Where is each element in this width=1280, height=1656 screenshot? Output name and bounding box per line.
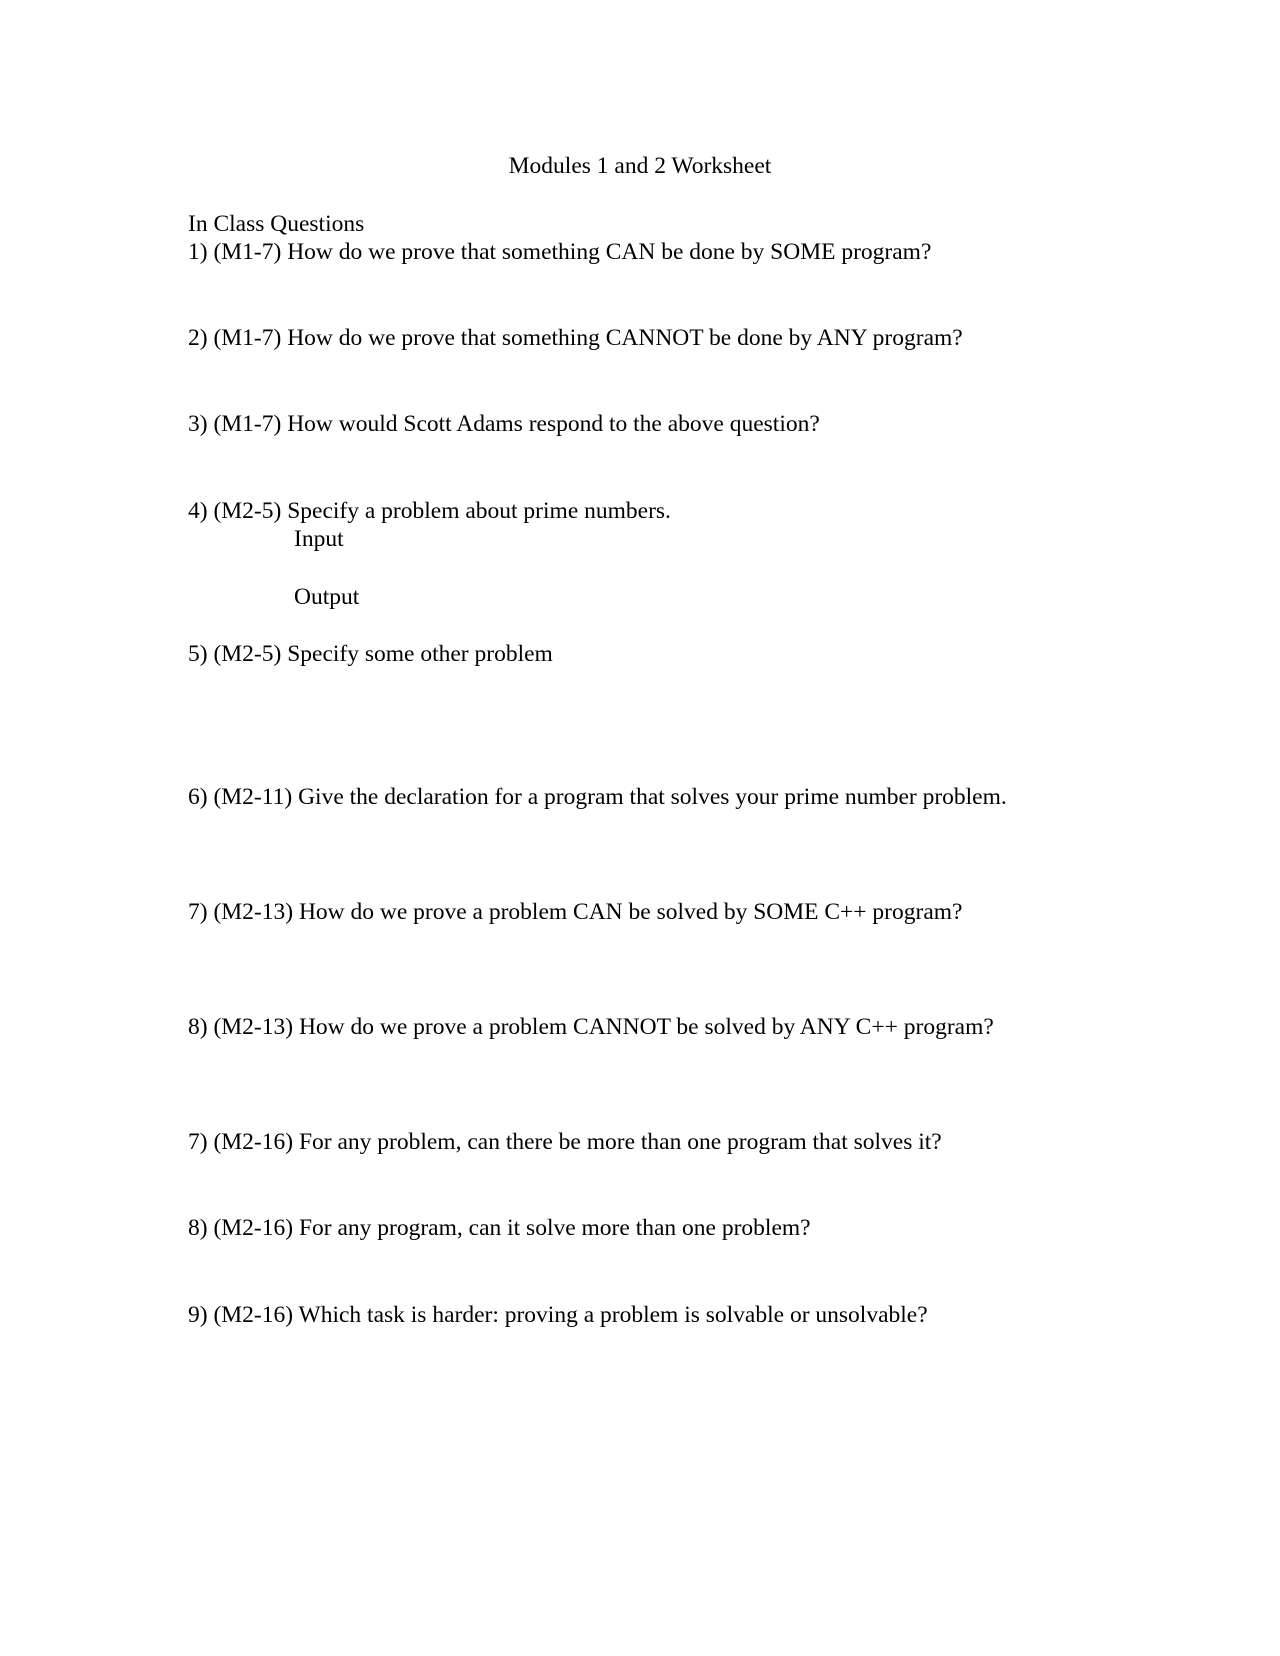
question-7-m2-16: 7) (M2-16) For any problem, can there be more than one program that solves it? — [188, 1129, 942, 1155]
document-title: Modules 1 and 2 Worksheet — [508, 153, 772, 179]
question-4-output-label: Output — [294, 584, 360, 610]
section-heading: In Class Questions — [188, 211, 365, 237]
question-4-input-label: Input — [294, 526, 344, 552]
question-2: 2) (M1-7) How do we prove that something CANNOT be done by ANY program? — [188, 325, 963, 351]
question-8-m2-13: 8) (M2-13) How do we prove a problem CANNOT be solved by ANY C++ program? — [188, 1014, 994, 1040]
question-7-m2-13: 7) (M2-13) How do we prove a problem CAN be solved by SOME C++ program? — [188, 899, 963, 925]
question-1: 1) (M1-7) How do we prove that something CAN be done by SOME program? — [188, 239, 932, 265]
question-9: 9) (M2-16) Which task is harder: proving a problem is solvable or unsolvable? — [188, 1302, 928, 1328]
question-6: 6) (M2-11) Give the declaration for a program that solves your prime number problem. — [188, 784, 1007, 810]
question-3: 3) (M1-7) How would Scott Adams respond to the above question? — [188, 411, 820, 437]
question-5: 5) (M2-5) Specify some other problem — [188, 641, 553, 667]
question-8-m2-16: 8) (M2-16) For any program, can it solve more than one problem? — [188, 1215, 811, 1241]
question-4: 4) (M2-5) Specify a problem about prime numbers. — [188, 498, 671, 524]
